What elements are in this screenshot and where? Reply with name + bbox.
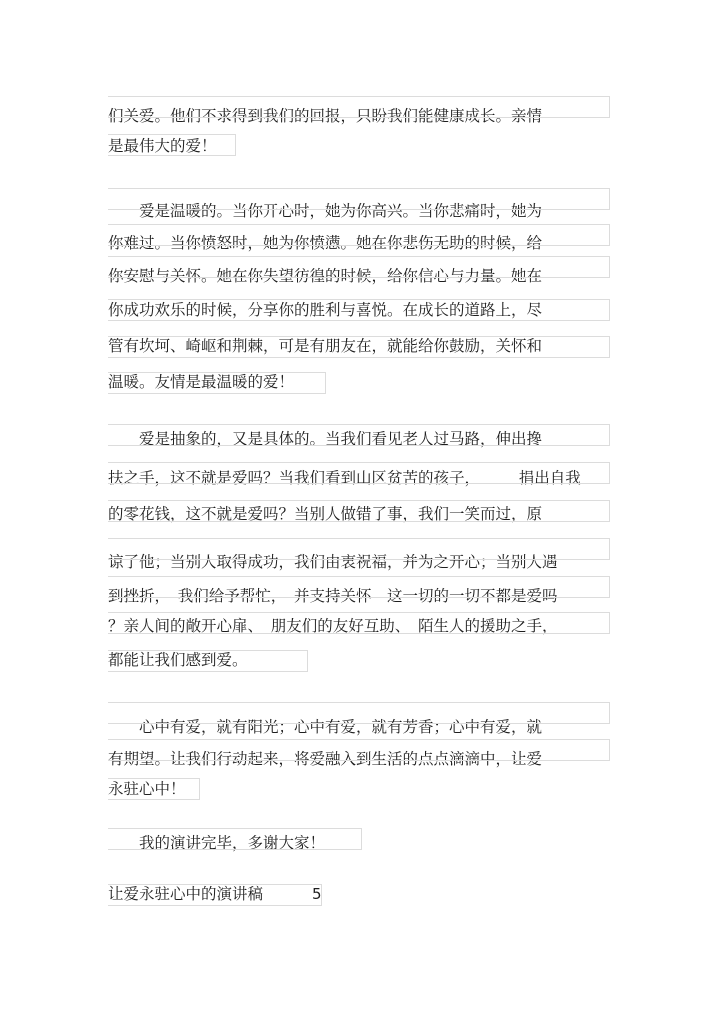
text-line: 你难过。当你愤怒时，她为你愤懑。她在你悲伤无助的时候，给: [108, 234, 543, 252]
text-line: 心中有爱，就有阳光；心中有爱，就有芳香；心中有爱，就: [108, 718, 543, 736]
text-line: ？亲人间的敞开心扉、 朋友们的友好互助、 陌生人的援助之手，: [108, 617, 558, 635]
footer-title: 让爱永驻心中的演讲稿: [108, 885, 264, 903]
text-line: 们关爱。他们不求得到我们的回报，只盼我们能健康成长。亲情: [108, 107, 543, 125]
text-line: 管有坎坷、崎岖和荆棘，可是有朋友在，就能给你鼓励，关怀和: [108, 337, 543, 355]
text-line: 的零花钱，这不就是爱吗？当别人做错了事，我们一笑而过，原: [108, 505, 543, 523]
text-line: 有期望。让我们行动起来，将爱融入到生活的点点滴滴中，让爱: [108, 750, 543, 768]
text-line: 温暖。友情是最温暖的爱！: [108, 373, 295, 391]
text-line: 永驻心中！: [108, 780, 186, 798]
text-line: 到挫折， 我们给予帮忙， 并支持关怀 这一切的一切不都是爱吗: [108, 587, 558, 605]
text-line: 都能让我们感到爱。: [108, 651, 248, 669]
text-line: 你成功欢乐的时候，分享你的胜利与喜悦。在成长的道路上，尽: [108, 301, 543, 319]
text-line: 扶之手，这不就是爱吗？当我们看到山区贫苦的孩子， 捐出自我: [108, 469, 581, 487]
text-line: 是最伟大的爱！: [108, 137, 217, 155]
text-line: 爱是抽象的，又是具体的。当我们看见老人过马路，伸出搀: [108, 430, 543, 448]
text-line: 谅了他；当别人取得成功，我们由衷祝福，并为之开心；当别人遇: [108, 553, 558, 571]
text-line: 你安慰与关怀。她在你失望彷徨的时候，给你信心与力量。她在: [108, 267, 543, 285]
text-line: 我的演讲完毕，多谢大家！: [108, 834, 326, 852]
page-number: 5: [312, 885, 322, 903]
text-line: 爱是温暖的。当你开心时，她为你高兴。当你悲痛时，她为: [108, 202, 543, 220]
